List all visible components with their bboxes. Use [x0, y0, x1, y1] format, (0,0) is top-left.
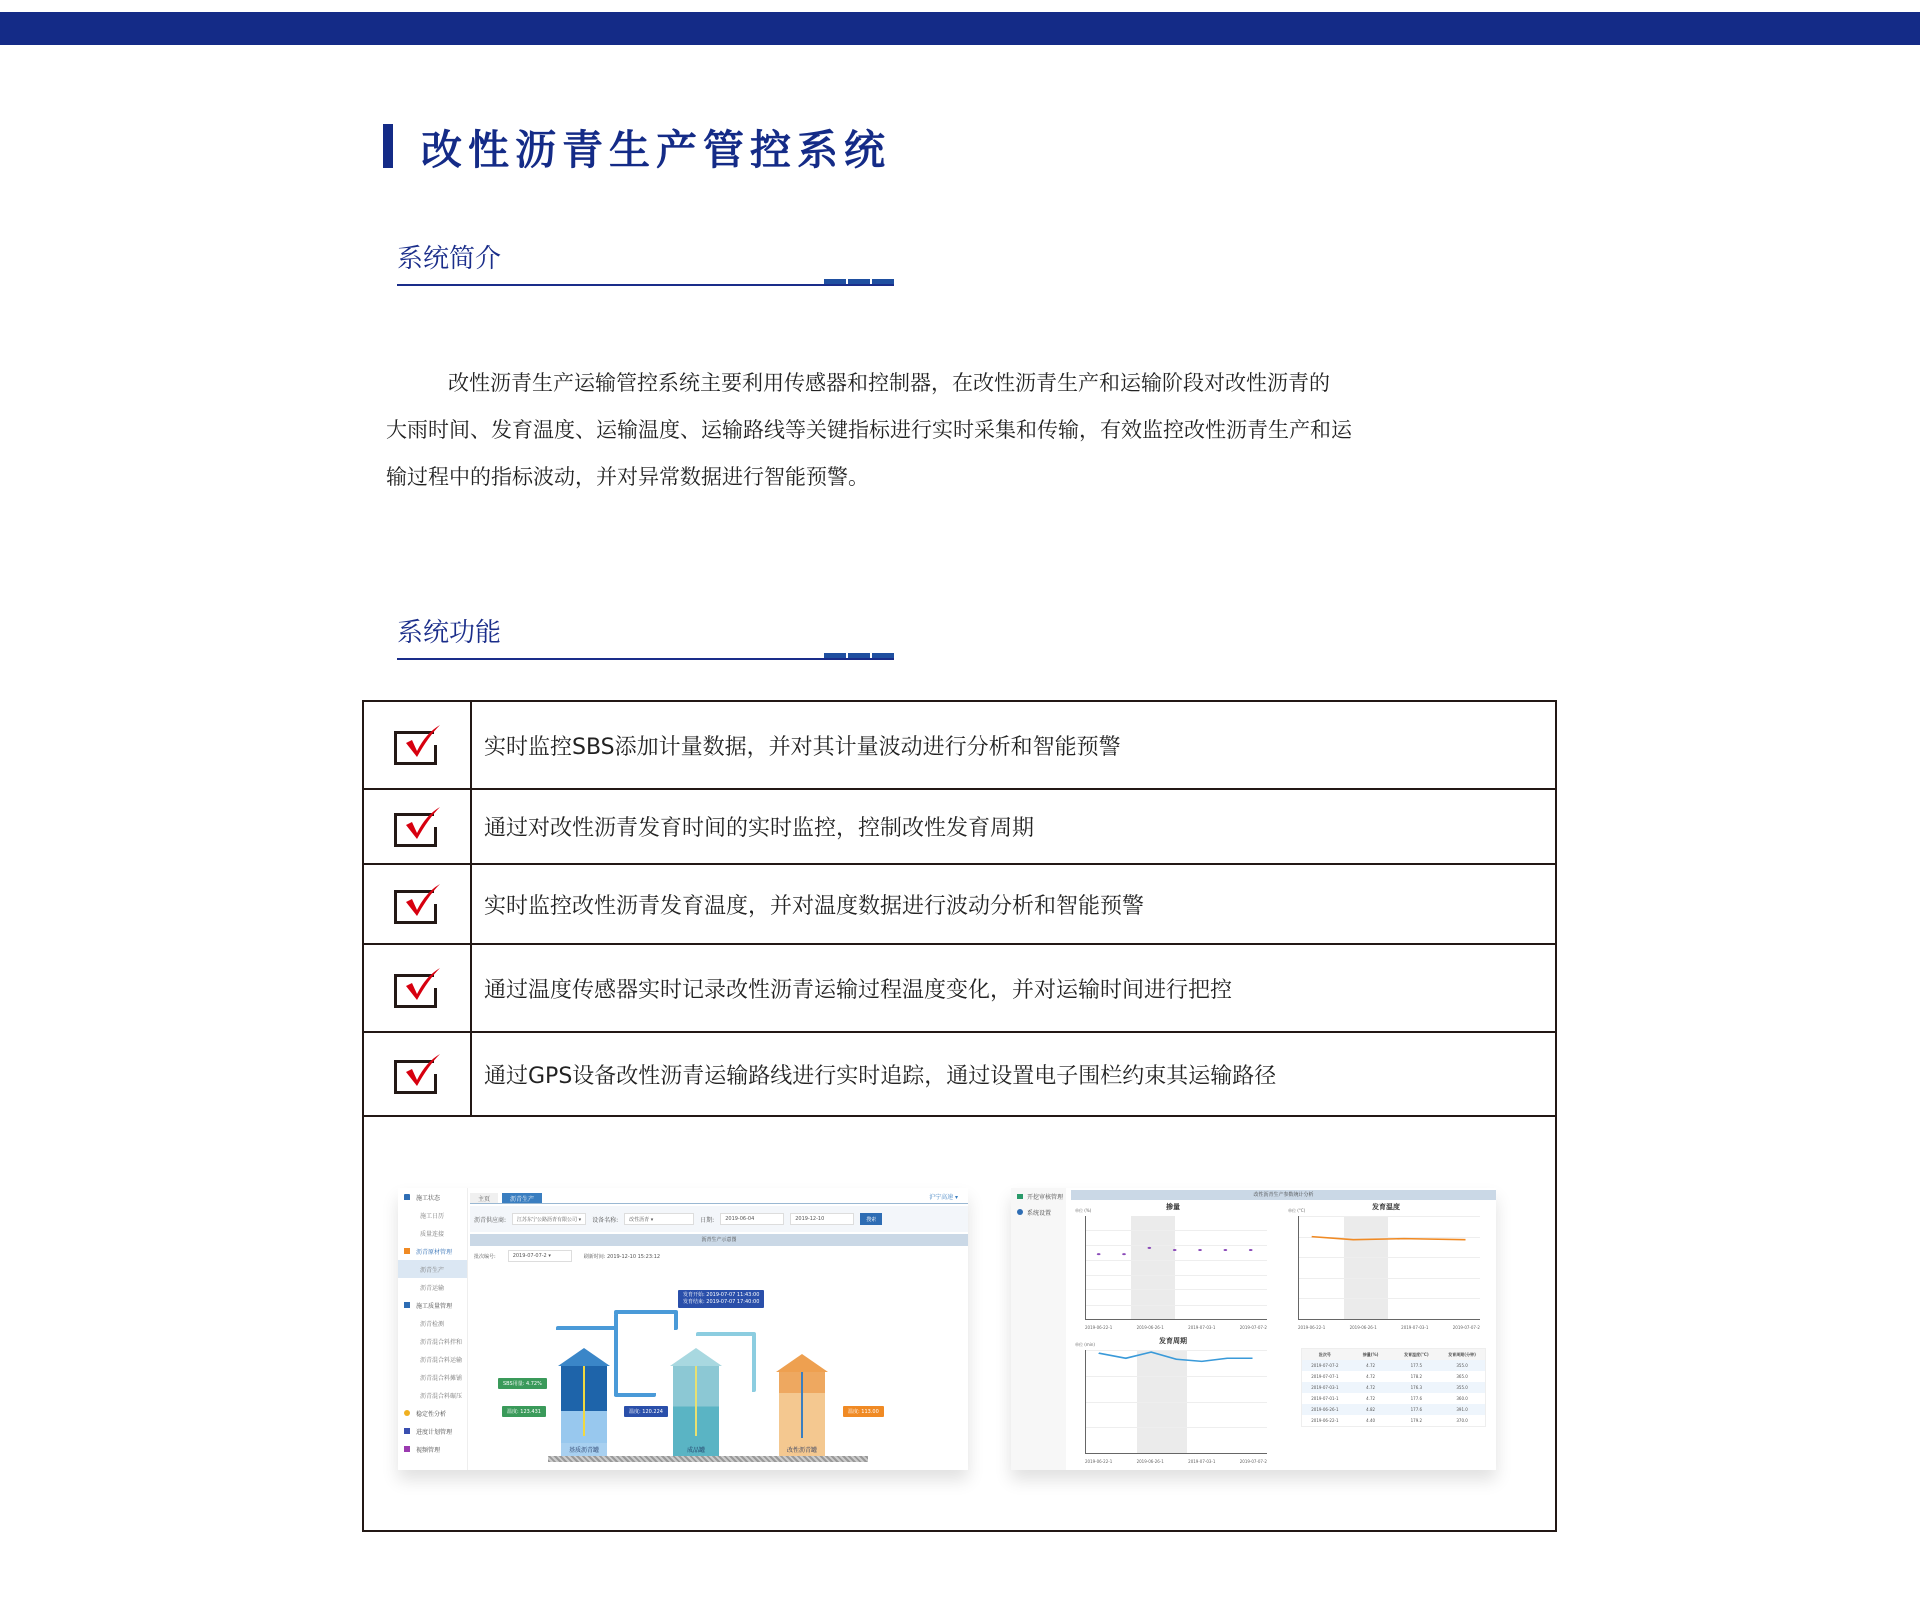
device-select[interactable]: 改性沥青 ▾ — [624, 1213, 694, 1225]
dosage-chart: 掺量 单位 (%) 2019-06-22-1 2019-06-26-1 2019-07-03-1 2019-07-07-2 — [1073, 1202, 1273, 1332]
analysis-screenshot — [1011, 1188, 1496, 1470]
search-button[interactable]: 搜索 — [860, 1213, 882, 1225]
title-accent-bar — [383, 124, 393, 168]
sidebar-item[interactable]: 沥青混合料碾压 — [420, 1392, 463, 1400]
feature-text: 通过对改性沥青发育时间的实时监控，控制改性发育周期 — [484, 816, 1035, 841]
section-heading-label: 系统功能 — [397, 618, 502, 648]
sidebar-item[interactable]: 沥青检测 — [420, 1320, 445, 1328]
feature-row — [364, 865, 1555, 945]
pie-icon — [404, 1410, 410, 1416]
batch-row: 批次编号: 2019-07-07-2 ▾ 刷新时间: 2019-12-10 15:23:12 — [474, 1250, 660, 1262]
sidebar-item-asphalt-material[interactable]: 沥青原材管理 — [398, 1242, 467, 1260]
feature-text: 通过温度传感器实时记录改性沥青运输过程温度变化，并对运输时间进行把控 — [484, 977, 1233, 1003]
folder-icon — [1017, 1194, 1023, 1199]
page-title: 改性沥青生产管控系统 — [421, 125, 891, 174]
features-section-heading — [397, 612, 894, 660]
section-heading-label: 系统简介 — [397, 244, 502, 274]
feature-row — [364, 945, 1555, 1033]
filter-bar: 沥青供应商: 江苏东宁公路沥青有限公司 ▾ 设备名称: 改性沥青 ▾ 日期: 2019-06-04 2019-12-10 搜索 — [470, 1206, 968, 1232]
video-icon — [404, 1446, 410, 1452]
development-temperature-chart: 发育温度 单位 (°C) 2019-06-22-1 2019-06-26-1 2019-07-03-1 2019-07-07-2 — [1286, 1202, 1486, 1332]
sbs-dosage-tag: SBS用量: 4.72% — [498, 1378, 547, 1389]
sidebar-item-video[interactable]: 视频管理 — [398, 1440, 467, 1458]
features-table — [362, 700, 1557, 1532]
feature-row — [364, 790, 1555, 865]
date-to-input[interactable]: 2019-12-10 — [790, 1213, 854, 1225]
batch-select[interactable]: 2019-07-07-2 ▾ — [508, 1250, 572, 1262]
sidebar-item-asphalt-production[interactable]: 沥青生产 — [398, 1260, 467, 1278]
tab-home[interactable]: 主页 — [470, 1193, 498, 1203]
page-header — [383, 122, 891, 174]
top-banner — [0, 12, 1920, 45]
feature-text: 实时监控改性沥青发育温度，并对温度数据进行波动分析和智能预警 — [484, 893, 1145, 919]
flag-icon — [404, 1428, 410, 1434]
production-screenshot — [398, 1188, 968, 1470]
batch-data-table — [1301, 1348, 1486, 1427]
app-sidebar — [1011, 1188, 1066, 1470]
sidebar-item[interactable]: 沥青运输 — [420, 1284, 445, 1292]
table-row[interactable]: 2019-07-07-2 4.72 177.5 355.0 — [1302, 1360, 1485, 1371]
heading-underline — [397, 284, 894, 286]
app-sidebar — [398, 1188, 468, 1470]
tab-asphalt-production[interactable]: 沥青生产 — [502, 1193, 542, 1203]
screenshots-area — [364, 1112, 1555, 1532]
temperature-tag: 温度: 123.431 — [502, 1406, 546, 1417]
feature-text: 通过GPS设备改性沥青运输路线进行实时追踪，通过设置电子围栏约束其运输路径 — [484, 1063, 1277, 1089]
temperature-tag: 温度: 113.00 — [843, 1406, 884, 1417]
gear-icon — [1017, 1209, 1023, 1215]
sidebar-item-settings[interactable]: 系统设置 — [1011, 1204, 1066, 1220]
modified-asphalt-tank: 改性沥青罐 — [776, 1354, 828, 1456]
table-header: 批次号 掺量(%) 发育温度(°C) 发育周期(分钟) — [1302, 1349, 1485, 1360]
checkbox-checked-icon — [392, 882, 442, 926]
base-asphalt-tank: 基质沥青罐 — [558, 1348, 610, 1456]
bar-chart-icon — [404, 1248, 410, 1254]
production-diagram — [503, 1292, 938, 1468]
sidebar-item[interactable]: 施工日历 — [420, 1212, 445, 1220]
checkbox-checked-icon — [392, 723, 442, 767]
table-row[interactable]: 2019-06-22-1 4.40 179.2 370.0 — [1311, 1418, 1468, 1423]
heading-underline — [397, 658, 894, 660]
user-menu[interactable]: 沪宁高速 ▾ — [929, 1194, 958, 1201]
pipe — [614, 1310, 678, 1330]
development-cycle-chart: 发育周期 单位 (min) 2019-06-22-1 2019-06-26-1 2019-07-03-1 2019-07-07-2 — [1073, 1336, 1273, 1466]
intro-paragraph — [386, 360, 1426, 501]
sidebar-item[interactable]: 沥青混合料摊铺 — [420, 1374, 463, 1382]
checkbox-checked-icon — [392, 966, 442, 1010]
intro-line-1: 改性沥青生产运输管控系统主要利用传感器和控制器，在改性沥青生产和运输阶段对改性沥青的 — [448, 371, 1330, 395]
grid-icon — [404, 1302, 410, 1308]
diagram-banner: 沥青生产示意图 — [470, 1234, 968, 1246]
sidebar-item[interactable]: 沥青混合料运输 — [420, 1356, 463, 1364]
supplier-select[interactable]: 江苏东宁公路沥青有限公司 ▾ — [512, 1213, 586, 1225]
sidebar-item[interactable]: 质量连接 — [420, 1230, 445, 1238]
feature-row — [364, 1033, 1555, 1117]
ground — [548, 1456, 868, 1462]
date-from-input[interactable]: 2019-06-04 — [720, 1213, 784, 1225]
sidebar-item-quality[interactable]: 施工质量管理 — [398, 1296, 467, 1314]
table-row[interactable]: 2019-07-01-1 4.72 177.6 360.0 — [1311, 1396, 1468, 1401]
intro-line-2: 大雨时间、发育温度、运输温度、运输路线等关键指标进行实时采集和传输，有效监控改性沥青生产和运 — [386, 418, 1352, 442]
sidebar-item-schedule[interactable]: 进度计划管理 — [398, 1422, 467, 1440]
intro-section-heading — [397, 238, 894, 286]
table-row[interactable]: 2019-06-26-1 4.82 177.6 391.0 — [1302, 1404, 1485, 1415]
sidebar-item-construction-status[interactable]: 施工状态 — [398, 1188, 467, 1206]
analysis-banner: 改性沥青生产参数统计分析 — [1071, 1190, 1496, 1200]
checkbox-checked-icon — [392, 1052, 442, 1096]
sidebar-item-excavation[interactable]: 开挖审核管理 — [1011, 1188, 1066, 1204]
home-icon — [404, 1194, 410, 1200]
intro-line-3: 输过程中的指标波动，并对异常数据进行智能预警。 — [386, 465, 869, 489]
feature-text: 实时监控SBS添加计量数据，并对其计量波动进行分析和智能预警 — [484, 734, 1121, 760]
table-row[interactable]: 2019-07-07-1 4.72 178.2 365.0 — [1311, 1374, 1468, 1379]
development-time-tag: 发育开始: 2019-07-07 11:43:00 发育结束: 2019-07-07 17:40:00 — [678, 1290, 764, 1308]
app-tabs — [470, 1192, 968, 1204]
feature-row — [364, 702, 1555, 790]
temperature-tag: 温度: 120.224 — [624, 1406, 668, 1417]
table-row[interactable]: 2019-07-03-1 4.72 176.3 355.0 — [1302, 1382, 1485, 1393]
sidebar-item-stability[interactable]: 稳定性分析 — [398, 1404, 467, 1422]
checkbox-checked-icon — [392, 805, 442, 849]
sidebar-item[interactable]: 沥青混合料拌和 — [420, 1338, 463, 1346]
finished-tank: 成品罐 — [670, 1348, 722, 1456]
